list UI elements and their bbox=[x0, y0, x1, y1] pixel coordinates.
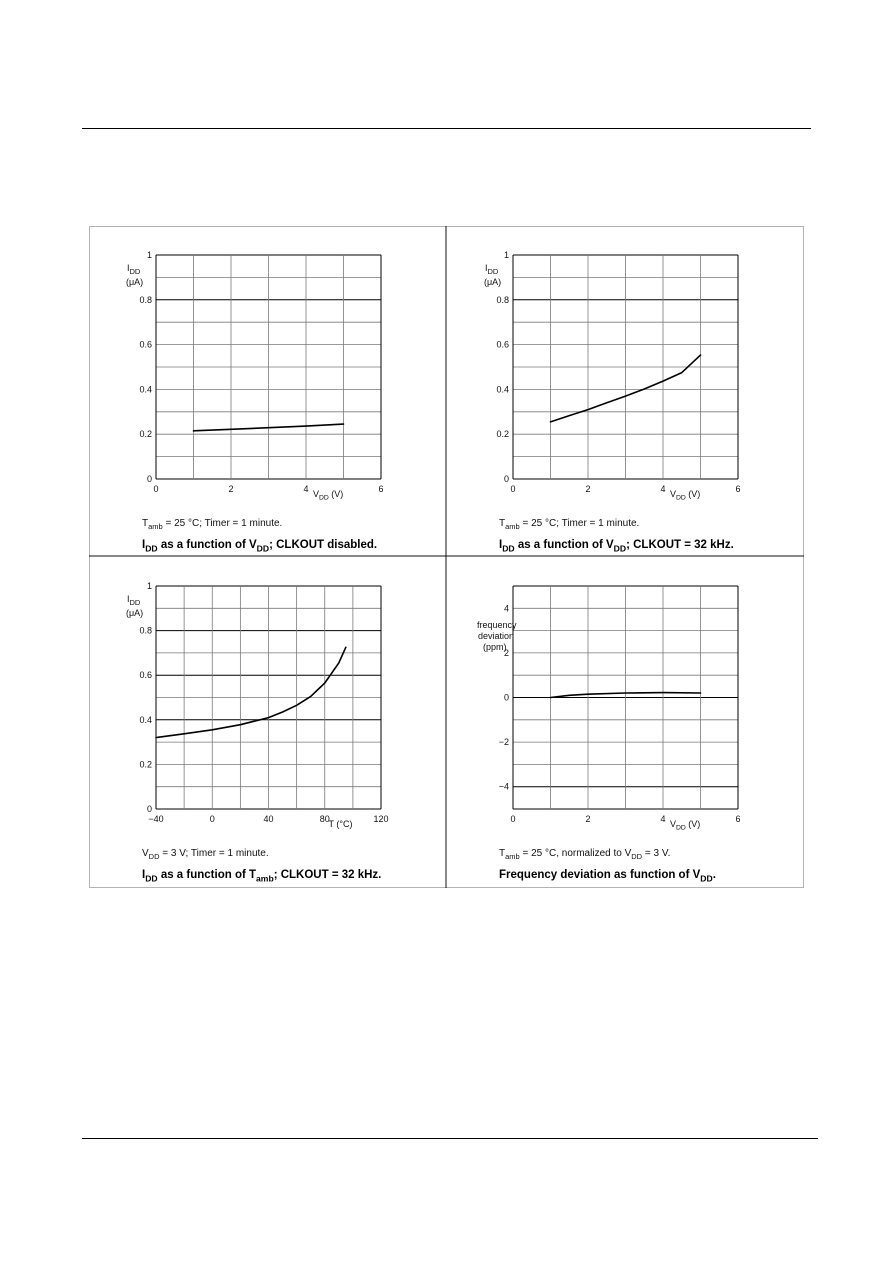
y-tick-label: 0.4 bbox=[139, 714, 152, 725]
x-tick-label: 0 bbox=[510, 484, 516, 494]
header-rule bbox=[82, 128, 811, 129]
x-axis-label: $V_{DD}$ (V) bbox=[669, 819, 701, 832]
y-tick-label: 0.6 bbox=[139, 670, 152, 681]
y-axis-label: $I_{DD}$ bbox=[127, 263, 141, 276]
chart-note: $T_{amb} = 25$ °C; Timer = 1 minute. bbox=[142, 518, 283, 531]
x-tick-label: 6 bbox=[735, 814, 741, 824]
y-axis-label: frequency deviation (ppm) bbox=[477, 620, 517, 652]
y-axis-unit: (μA) bbox=[126, 277, 144, 287]
x-tick-label: 2 bbox=[585, 484, 591, 494]
figure-svg bbox=[89, 226, 804, 888]
figure-grid bbox=[89, 226, 804, 888]
y-tick-label: 0.6 bbox=[496, 339, 509, 350]
y-tick-label: 0.4 bbox=[139, 384, 152, 395]
x-tick-label: −40 bbox=[148, 814, 164, 824]
chart-caption: $I_{DD}$ as a function of $T_{amb}$; CLKOUT = 32 kHz. bbox=[142, 869, 382, 884]
y-tick-label: −4 bbox=[498, 781, 509, 792]
chart-panel-1 bbox=[126, 250, 384, 553]
y-tick-label: 4 bbox=[503, 603, 509, 614]
y-tick-label: 0.2 bbox=[139, 429, 152, 440]
x-tick-label: 120 bbox=[373, 814, 389, 824]
y-axis-label: $I_{DD}$ bbox=[127, 594, 141, 607]
x-tick-label: 4 bbox=[660, 814, 666, 824]
y-tick-label: 1 bbox=[146, 250, 152, 260]
chart-note: $V_{DD} = 3$ V; Timer = 1 minute. bbox=[142, 848, 269, 861]
y-tick-label: 0.6 bbox=[139, 339, 152, 350]
chart-panel-2 bbox=[484, 250, 741, 553]
y-axis-unit: (μA) bbox=[484, 277, 502, 287]
y-tick-label: 0.4 bbox=[496, 384, 509, 395]
y-tick-label: 0.2 bbox=[496, 429, 509, 440]
x-axis-label: $V_{DD}$ (V) bbox=[669, 489, 701, 502]
footer-rule bbox=[82, 1138, 818, 1139]
x-tick-label: 0 bbox=[153, 484, 159, 494]
chart-note: $T_{amb} = 25$ °C; Timer = 1 minute. bbox=[499, 518, 640, 531]
y-tick-label: 0.8 bbox=[139, 294, 152, 305]
y-tick-label: 0.2 bbox=[139, 759, 152, 770]
chart-note: $T_{amb} = 25$ °C, normalized to $V_{DD} = 3$ V. bbox=[499, 848, 671, 861]
x-tick-label: 2 bbox=[585, 814, 591, 824]
y-tick-label: 0 bbox=[146, 804, 152, 814]
x-tick-label: 2 bbox=[228, 484, 234, 494]
x-tick-label: 6 bbox=[735, 484, 741, 494]
y-tick-label: 0.8 bbox=[496, 294, 509, 305]
x-axis-label: T (°C) bbox=[328, 819, 353, 829]
y-tick-label: −2 bbox=[498, 737, 509, 748]
y-axis-label: $I_{DD}$ bbox=[485, 263, 499, 276]
y-tick-label: 1 bbox=[503, 250, 509, 260]
y-axis-unit: (μA) bbox=[126, 608, 144, 618]
chart-caption: $I_{DD}$ as a function of $V_{DD}$; CLKOUT = 32 kHz. bbox=[499, 539, 734, 554]
x-tick-label: 4 bbox=[660, 484, 666, 494]
chart-caption: Frequency deviation as function of $V_{DD}$. bbox=[499, 869, 716, 884]
x-tick-label: 0 bbox=[510, 814, 516, 824]
y-tick-label: 0 bbox=[146, 474, 152, 484]
x-tick-label: 80 bbox=[319, 814, 330, 824]
x-axis-label: $V_{DD}$ (V) bbox=[312, 489, 344, 502]
x-tick-label: 0 bbox=[209, 814, 215, 824]
x-tick-label: 40 bbox=[263, 814, 274, 824]
x-tick-label: 6 bbox=[378, 484, 384, 494]
chart-panel-3 bbox=[126, 581, 389, 883]
y-tick-label: 0 bbox=[503, 474, 509, 484]
y-tick-label: 0.8 bbox=[139, 625, 152, 636]
y-tick-label: 0 bbox=[503, 692, 509, 703]
y-tick-label: 1 bbox=[146, 581, 152, 591]
y-tick-label: 2 bbox=[503, 647, 509, 658]
x-tick-label: 4 bbox=[303, 484, 309, 494]
chart-caption: $I_{DD}$ as a function of $V_{DD}$; CLKOUT disabled. bbox=[142, 539, 378, 554]
chart-panel-4 bbox=[477, 586, 741, 883]
